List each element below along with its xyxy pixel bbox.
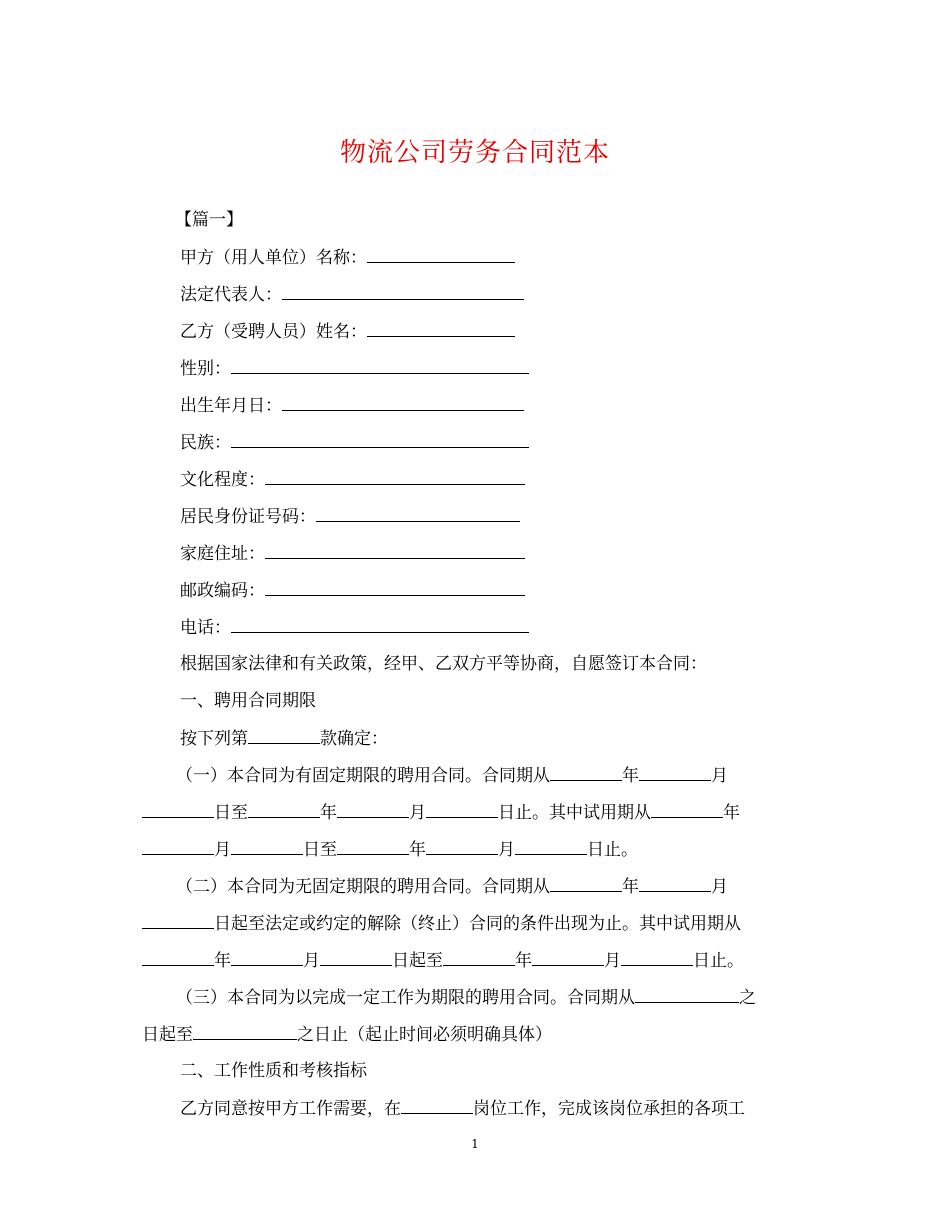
blank-line [443, 949, 515, 966]
field-label: 居民身份证号码： [180, 507, 316, 527]
term-select-line [180, 727, 388, 750]
blank-line [231, 616, 529, 633]
blank-line [282, 283, 524, 300]
document-title: 物流公司劳务合同范本 [339, 138, 610, 168]
field-education [180, 468, 525, 491]
clause-3-line-2 [142, 1023, 552, 1046]
blank-line [231, 949, 303, 966]
blank-line [639, 764, 711, 781]
clause-2-line-3 [142, 949, 744, 972]
text: 月 [303, 951, 320, 971]
text: 年 [214, 951, 231, 971]
blank-line [282, 394, 524, 411]
field-party-b-name [180, 320, 515, 343]
text: 按下列第 [180, 729, 248, 749]
blank-line [248, 727, 320, 744]
text: 年 [622, 766, 639, 786]
text: 年 [723, 803, 740, 823]
text: （三）本合同为以完成一定工作为期限的聘用合同。合同期从 [176, 988, 635, 1008]
text: 日起至法定或约定的解除（终止）合同的条件出现为止。其中试用期从 [214, 914, 741, 934]
blank-line [550, 764, 622, 781]
text: 年 [409, 840, 426, 860]
blank-line [231, 431, 529, 448]
blank-line [401, 1097, 473, 1114]
field-label: 出生年月日： [180, 396, 282, 416]
clause-3-line-1 [176, 986, 756, 1009]
clause-2-line-1 [176, 875, 728, 898]
blank-line [367, 320, 515, 337]
blank-line [142, 801, 214, 818]
text: 年 [622, 877, 639, 897]
text: 之日止（起止时间必须明确具体） [297, 1025, 552, 1045]
blank-line [635, 986, 739, 1003]
text: 日止。其中试用期从 [498, 803, 651, 823]
text: 年 [320, 803, 337, 823]
blank-line [550, 875, 622, 892]
text: 月 [711, 766, 728, 786]
blank-line [316, 505, 520, 522]
blank-line [231, 357, 529, 374]
blank-line [193, 1023, 297, 1040]
text: 月 [711, 877, 728, 897]
field-label: 文化程度： [180, 470, 265, 490]
field-id-number [180, 505, 520, 528]
blank-line [265, 542, 525, 559]
text: 日至 [303, 840, 337, 860]
field-phone [180, 616, 529, 639]
text: 乙方同意按甲方工作需要，在 [180, 1099, 401, 1119]
field-party-a-name [180, 246, 515, 269]
field-label: 性别： [180, 359, 231, 379]
field-legal-representative [180, 283, 524, 306]
heading-work-nature: 二、工作性质和考核指标 [180, 1061, 367, 1081]
text: 日止。 [587, 840, 638, 860]
field-label: 邮政编码： [180, 581, 265, 601]
text: 岗位工作，完成该岗位承担的各项工 [473, 1099, 745, 1119]
page-number: 1 [471, 1137, 479, 1151]
field-home-address [180, 542, 525, 565]
blank-line [248, 801, 320, 818]
text: 之 [739, 988, 756, 1008]
text: （一）本合同为有固定期限的聘用合同。合同期从 [176, 766, 550, 786]
blank-line [337, 838, 409, 855]
text: 款确定： [320, 729, 388, 749]
blank-line [265, 468, 525, 485]
text: 年 [515, 951, 532, 971]
blank-line [320, 949, 392, 966]
clause-1-line-2 [142, 801, 740, 824]
text: 月 [604, 951, 621, 971]
field-gender [180, 357, 529, 380]
blank-line [515, 838, 587, 855]
clause-1-line-1 [176, 764, 728, 787]
text: 月 [409, 803, 426, 823]
blank-line [142, 838, 214, 855]
blank-line [367, 246, 515, 263]
blank-line [532, 949, 604, 966]
field-label: 法定代表人： [180, 285, 282, 305]
text: 月 [214, 840, 231, 860]
blank-line [231, 838, 303, 855]
blank-line [337, 801, 409, 818]
field-birth-date [180, 394, 524, 417]
clause-2-line-2 [142, 912, 741, 935]
blank-line [639, 875, 711, 892]
blank-line [142, 912, 214, 929]
duty-paragraph [180, 1097, 745, 1120]
field-label: 民族： [180, 433, 231, 453]
blank-line [142, 949, 214, 966]
intro-paragraph: 根据国家法律和有关政策，经甲、乙双方平等协商，自愿签订本合同： [180, 654, 707, 674]
blank-line [426, 838, 498, 855]
field-postal-code [180, 579, 525, 602]
text: 日起至 [142, 1025, 193, 1045]
text: 日至 [214, 803, 248, 823]
field-label: 甲方（用人单位）名称： [180, 248, 367, 268]
field-label: 电话： [180, 618, 231, 638]
blank-line [621, 949, 693, 966]
blank-line [651, 801, 723, 818]
text: 月 [498, 840, 515, 860]
text: 日止。 [693, 951, 744, 971]
field-label: 家庭住址： [180, 544, 265, 564]
section-label: 【篇一】 [175, 210, 243, 230]
heading-contract-term: 一、聘用合同期限 [180, 691, 316, 711]
text: 日起至 [392, 951, 443, 971]
blank-line [426, 801, 498, 818]
field-ethnicity [180, 431, 529, 454]
text: （二）本合同为无固定期限的聘用合同。合同期从 [176, 877, 550, 897]
blank-line [265, 579, 525, 596]
clause-1-line-3 [142, 838, 638, 861]
field-label: 乙方（受聘人员）姓名： [180, 322, 367, 342]
